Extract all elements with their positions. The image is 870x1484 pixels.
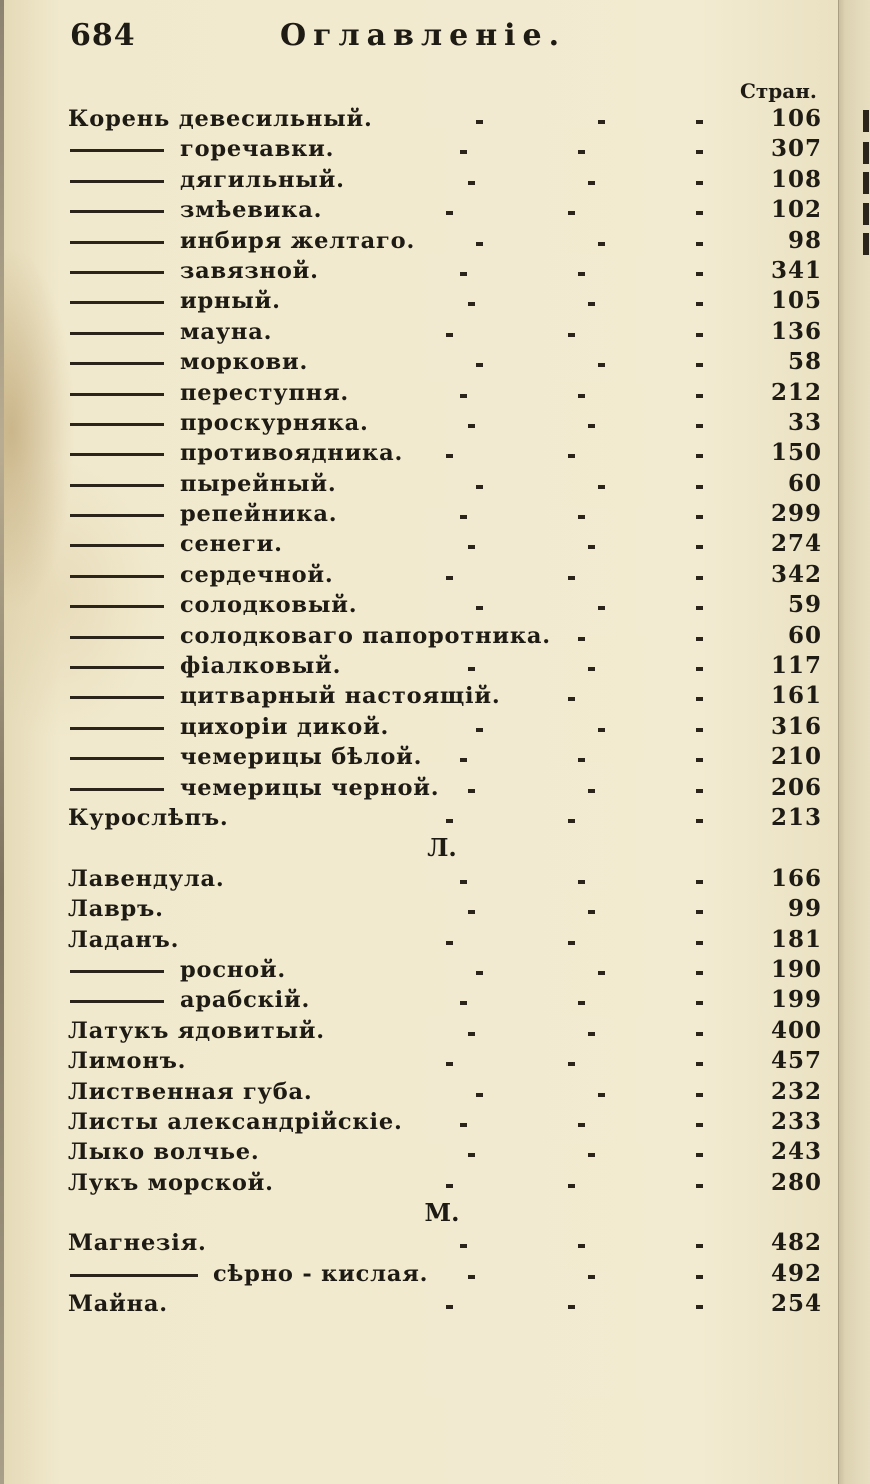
ditto-dash	[70, 788, 164, 791]
leader-dash	[598, 1093, 605, 1097]
leader-dash	[696, 1305, 703, 1309]
toc-entry-label: Листы александрійскіе.	[68, 1108, 403, 1135]
toc-page-number: 59	[787, 591, 822, 619]
toc-page-number: 108	[770, 165, 822, 193]
toc-page-number: 400	[770, 1016, 822, 1044]
toc-page-number: 243	[770, 1138, 822, 1166]
toc-entry-label: Курослѣпъ.	[68, 804, 229, 831]
toc-entry[interactable]	[68, 195, 822, 225]
toc-page-number: 307	[770, 135, 822, 163]
leader-dash	[468, 910, 475, 914]
leader-dash	[696, 1093, 703, 1097]
leader-dash	[696, 1123, 703, 1127]
toc-page-number: 342	[770, 560, 822, 588]
toc-entry-label: Лукъ морской.	[68, 1169, 274, 1196]
toc-page-number: 213	[770, 803, 822, 831]
ditto-dash	[70, 180, 164, 183]
toc-entry[interactable]	[68, 286, 822, 316]
toc-entry[interactable]	[68, 803, 822, 833]
toc-entry[interactable]	[68, 773, 822, 803]
leader-dash	[568, 1184, 575, 1188]
toc-page-number: 210	[770, 743, 822, 771]
toc-entry[interactable]	[68, 1168, 822, 1198]
leader-dash	[588, 667, 595, 671]
ditto-dash	[70, 271, 164, 274]
leader-dash	[696, 485, 703, 489]
ditto-dash	[70, 301, 164, 304]
leader-dash	[696, 576, 703, 580]
leader-dash	[446, 211, 453, 215]
toc-entry-label: Ладанъ.	[68, 926, 180, 953]
toc-entry-label: сердечной.	[180, 561, 334, 588]
ditto-dash	[70, 605, 164, 608]
toc-entry-label: цихоріи дикой.	[180, 713, 390, 740]
leader-dash	[446, 1062, 453, 1066]
toc-page-number: 102	[770, 196, 822, 224]
leader-dash	[598, 363, 605, 367]
toc-page-number: 105	[770, 287, 822, 315]
toc-entry[interactable]	[68, 985, 822, 1015]
toc-entry-label: сенеги.	[180, 531, 283, 558]
toc-entry-label: Латукъ ядовитый.	[68, 1017, 325, 1044]
toc-entry-label: пырейный.	[180, 470, 337, 497]
leader-dash	[588, 302, 595, 306]
leader-dash	[696, 910, 703, 914]
leader-dash	[446, 333, 453, 337]
leader-dash	[696, 1275, 703, 1279]
toc-page-number: 206	[770, 773, 822, 801]
toc-entry-label: противоядника.	[180, 440, 404, 467]
toc-entry[interactable]	[68, 408, 822, 438]
toc-page-number: 199	[770, 986, 822, 1014]
leader-dash	[460, 1001, 467, 1005]
leader-dash	[696, 1184, 703, 1188]
ditto-dash	[70, 696, 164, 699]
leader-dash	[446, 819, 453, 823]
toc-entry-label: Лыко волчье.	[68, 1139, 260, 1166]
section-letter: М.	[424, 1198, 460, 1228]
leader-dash	[568, 454, 575, 458]
leader-dash	[696, 424, 703, 428]
leader-dash	[446, 1305, 453, 1309]
toc-entry-label: Магнезія.	[68, 1230, 207, 1257]
leader-dash	[696, 697, 703, 701]
ditto-dash	[70, 453, 164, 456]
running-title: Оглавленіе.	[280, 18, 567, 53]
leader-dash	[578, 637, 585, 641]
leader-dash	[598, 971, 605, 975]
leader-dash	[460, 394, 467, 398]
ditto-dash	[70, 393, 164, 396]
toc-page-number: 181	[770, 925, 822, 953]
toc-entry-label: ирный.	[180, 288, 281, 315]
toc-page-number: 60	[787, 621, 822, 649]
toc-entry[interactable]	[68, 560, 822, 590]
toc-entry[interactable]	[68, 1259, 822, 1289]
toc-entry[interactable]	[68, 712, 822, 742]
toc-page-number: 280	[770, 1168, 822, 1196]
leader-dash	[476, 606, 483, 610]
leader-dash	[696, 1032, 703, 1036]
leader-dash	[696, 272, 703, 276]
leader-dash	[588, 424, 595, 428]
leader-dash	[696, 728, 703, 732]
toc-entry[interactable]	[68, 469, 822, 499]
leader-dash	[696, 637, 703, 641]
leader-dash	[578, 394, 585, 398]
toc-entry-label: Лиственная губа.	[68, 1078, 313, 1105]
toc-entry-label: солодковый.	[180, 592, 358, 619]
leader-dash	[578, 515, 585, 519]
section-letter-heading	[68, 1198, 822, 1228]
leader-dash	[696, 758, 703, 762]
toc-entry[interactable]	[68, 347, 822, 377]
toc-page-number: 136	[770, 317, 822, 345]
toc-entry-label: Лимонъ.	[68, 1048, 187, 1075]
toc-entry[interactable]	[68, 226, 822, 256]
toc-entry-label: инбиря желтаго.	[180, 227, 416, 254]
ditto-dash	[70, 484, 164, 487]
leader-dash	[696, 515, 703, 519]
leader-dash	[568, 697, 575, 701]
leader-dash	[468, 1032, 475, 1036]
page-number: 684	[70, 18, 136, 53]
leader-dash	[468, 1275, 475, 1279]
leader-dash	[476, 363, 483, 367]
leader-dash	[696, 941, 703, 945]
leader-dash	[598, 606, 605, 610]
toc-entry-label: росной.	[180, 956, 287, 983]
toc-entry-label: фіалковый.	[180, 653, 342, 680]
leader-dash	[476, 1093, 483, 1097]
leader-dash	[468, 1153, 475, 1157]
toc-entry[interactable]	[68, 955, 822, 985]
leader-dash	[696, 302, 703, 306]
ditto-dash	[70, 362, 164, 365]
leader-dash	[446, 454, 453, 458]
toc-page-number: 212	[770, 378, 822, 406]
toc-entry-label: Лавендула.	[68, 865, 225, 892]
leader-dash	[588, 789, 595, 793]
toc-page-number: 341	[770, 256, 822, 284]
toc-page-number: 492	[770, 1259, 822, 1287]
leader-dash	[696, 971, 703, 975]
leader-dash	[468, 545, 475, 549]
toc-entry[interactable]	[68, 925, 822, 955]
leader-dash	[696, 242, 703, 246]
toc-page-number: 316	[770, 712, 822, 740]
toc-entry-label: чемерицы бѣлой.	[180, 744, 423, 771]
ditto-dash	[70, 423, 164, 426]
toc-page-number: 166	[770, 864, 822, 892]
toc-entry[interactable]	[68, 256, 822, 286]
ditto-dash	[70, 210, 164, 213]
leader-dash	[476, 728, 483, 732]
toc-entry-label: солодковаго папоротника.	[180, 622, 551, 649]
leader-dash	[468, 181, 475, 185]
leader-dash	[568, 1305, 575, 1309]
toc-entry-label: чемерицы черной.	[180, 774, 440, 801]
toc-entry[interactable]	[68, 529, 822, 559]
leader-dash	[598, 120, 605, 124]
ditto-dash	[70, 757, 164, 760]
toc-page-number: 60	[787, 469, 822, 497]
toc-entry-label: проскурняка.	[180, 409, 369, 436]
toc-entry[interactable]	[68, 378, 822, 408]
toc-entry-label: сѣрно - кислая.	[213, 1260, 429, 1287]
toc-page-number: 254	[770, 1290, 822, 1318]
toc-page-number: 58	[787, 348, 822, 376]
ditto-dash	[70, 241, 164, 244]
leader-dash	[578, 880, 585, 884]
leader-dash	[696, 363, 703, 367]
leader-dash	[476, 485, 483, 489]
toc-entry-label: горечавки.	[180, 136, 335, 163]
ditto-dash	[70, 1274, 198, 1277]
leader-dash	[476, 971, 483, 975]
toc-page-number: 274	[770, 530, 822, 558]
leader-dash	[696, 1062, 703, 1066]
toc-entry[interactable]	[68, 104, 822, 134]
leader-dash	[588, 910, 595, 914]
leader-dash	[696, 454, 703, 458]
toc-entry[interactable]	[68, 317, 822, 347]
table-of-contents	[68, 104, 822, 1320]
leader-dash	[696, 333, 703, 337]
ditto-dash	[70, 514, 164, 517]
leader-dash	[696, 120, 703, 124]
toc-entry[interactable]	[68, 1016, 822, 1046]
toc-entry[interactable]	[68, 1228, 822, 1258]
toc-page-number: 161	[770, 682, 822, 710]
leader-dash	[696, 150, 703, 154]
leader-dash	[460, 515, 467, 519]
toc-entry[interactable]	[68, 1046, 822, 1076]
leader-dash	[460, 150, 467, 154]
leader-dash	[468, 302, 475, 306]
leader-dash	[468, 424, 475, 428]
toc-page-number: 233	[770, 1107, 822, 1135]
ditto-dash	[70, 636, 164, 639]
ditto-dash	[70, 149, 164, 152]
section-letter-heading	[68, 833, 822, 863]
toc-entry[interactable]	[68, 1107, 822, 1137]
leader-dash	[696, 667, 703, 671]
leader-dash	[460, 880, 467, 884]
toc-entry-label: репейника.	[180, 501, 338, 528]
leader-dash	[578, 272, 585, 276]
leader-dash	[568, 819, 575, 823]
leader-dash	[588, 181, 595, 185]
toc-page-number: 232	[770, 1077, 822, 1105]
toc-entry[interactable]	[68, 590, 822, 620]
leader-dash	[696, 880, 703, 884]
toc-entry-label: Лавръ.	[68, 896, 164, 923]
toc-entry[interactable]	[68, 742, 822, 772]
leader-dash	[460, 272, 467, 276]
toc-entry[interactable]	[68, 681, 822, 711]
toc-page-number: 150	[770, 439, 822, 467]
leader-dash	[588, 1275, 595, 1279]
leader-dash	[460, 1123, 467, 1127]
leader-dash	[598, 242, 605, 246]
toc-entry[interactable]	[68, 165, 822, 195]
toc-entry[interactable]	[68, 1137, 822, 1167]
page-column-label: Стран.	[740, 79, 817, 103]
toc-page-number: 106	[770, 105, 822, 132]
toc-entry-label: переступня.	[180, 379, 350, 406]
leader-dash	[468, 667, 475, 671]
toc-entry-label: цитварный настоящій.	[180, 683, 501, 710]
leader-dash	[598, 485, 605, 489]
leader-dash	[696, 1244, 703, 1248]
ditto-dash	[70, 332, 164, 335]
leader-dash	[696, 211, 703, 215]
leader-dash	[578, 1001, 585, 1005]
ditto-dash	[70, 544, 164, 547]
leader-dash	[598, 728, 605, 732]
leader-dash	[578, 1244, 585, 1248]
toc-page-number: 117	[770, 652, 822, 680]
ditto-dash	[70, 1000, 164, 1003]
leader-dash	[696, 1001, 703, 1005]
toc-entry[interactable]	[68, 864, 822, 894]
leader-dash	[696, 394, 703, 398]
toc-page-number: 99	[787, 895, 822, 923]
leader-dash	[446, 576, 453, 580]
leader-dash	[568, 941, 575, 945]
leader-dash	[476, 120, 483, 124]
toc-entry-label: Корень девесильный.	[68, 106, 373, 132]
toc-page-number: 299	[770, 500, 822, 528]
toc-entry[interactable]	[68, 894, 822, 924]
toc-entry[interactable]	[68, 621, 822, 651]
leader-dash	[696, 545, 703, 549]
leader-dash	[696, 789, 703, 793]
toc-entry-label: арабскій.	[180, 987, 311, 1014]
leader-dash	[476, 242, 483, 246]
leader-dash	[460, 1244, 467, 1248]
toc-page-number: 482	[770, 1229, 822, 1257]
toc-entry-label: дягильный.	[180, 166, 345, 193]
leader-dash	[568, 211, 575, 215]
leader-dash	[696, 819, 703, 823]
leader-dash	[588, 1153, 595, 1157]
ditto-dash	[70, 666, 164, 669]
leader-dash	[568, 1062, 575, 1066]
section-letter: Л.	[427, 833, 457, 863]
leader-dash	[446, 1184, 453, 1188]
leader-dash	[578, 150, 585, 154]
toc-entry-label: моркови.	[180, 349, 309, 376]
toc-entry[interactable]	[68, 134, 822, 164]
adjacent-page-edge	[838, 0, 870, 1484]
toc-entry[interactable]	[68, 438, 822, 468]
ditto-dash	[70, 970, 164, 973]
toc-entry[interactable]	[68, 1077, 822, 1107]
toc-entry[interactable]	[68, 1289, 822, 1319]
leader-dash	[588, 1032, 595, 1036]
toc-entry-label: завязной.	[180, 257, 319, 284]
toc-page-number: 457	[770, 1047, 822, 1075]
leader-dash	[578, 1123, 585, 1127]
toc-page-number: 98	[787, 226, 822, 254]
leader-dash	[588, 545, 595, 549]
toc-page-number: 33	[787, 408, 822, 436]
toc-page-number: 190	[770, 955, 822, 983]
page-gutter-shadow	[0, 0, 4, 1484]
leader-dash	[468, 789, 475, 793]
leader-dash	[578, 758, 585, 762]
leader-dash	[696, 606, 703, 610]
leader-dash	[696, 1153, 703, 1157]
leader-dash	[696, 181, 703, 185]
leader-dash	[460, 758, 467, 762]
leader-dash	[568, 576, 575, 580]
leader-dash	[568, 333, 575, 337]
page-header	[70, 18, 830, 58]
ditto-dash	[70, 727, 164, 730]
toc-entry-label: мауна.	[180, 318, 273, 345]
toc-entry-label: змѣевика.	[180, 197, 323, 224]
toc-entry[interactable]	[68, 651, 822, 681]
toc-entry-label: Майна.	[68, 1291, 168, 1318]
leader-dash	[446, 941, 453, 945]
toc-entry[interactable]	[68, 499, 822, 529]
ditto-dash	[70, 575, 164, 578]
